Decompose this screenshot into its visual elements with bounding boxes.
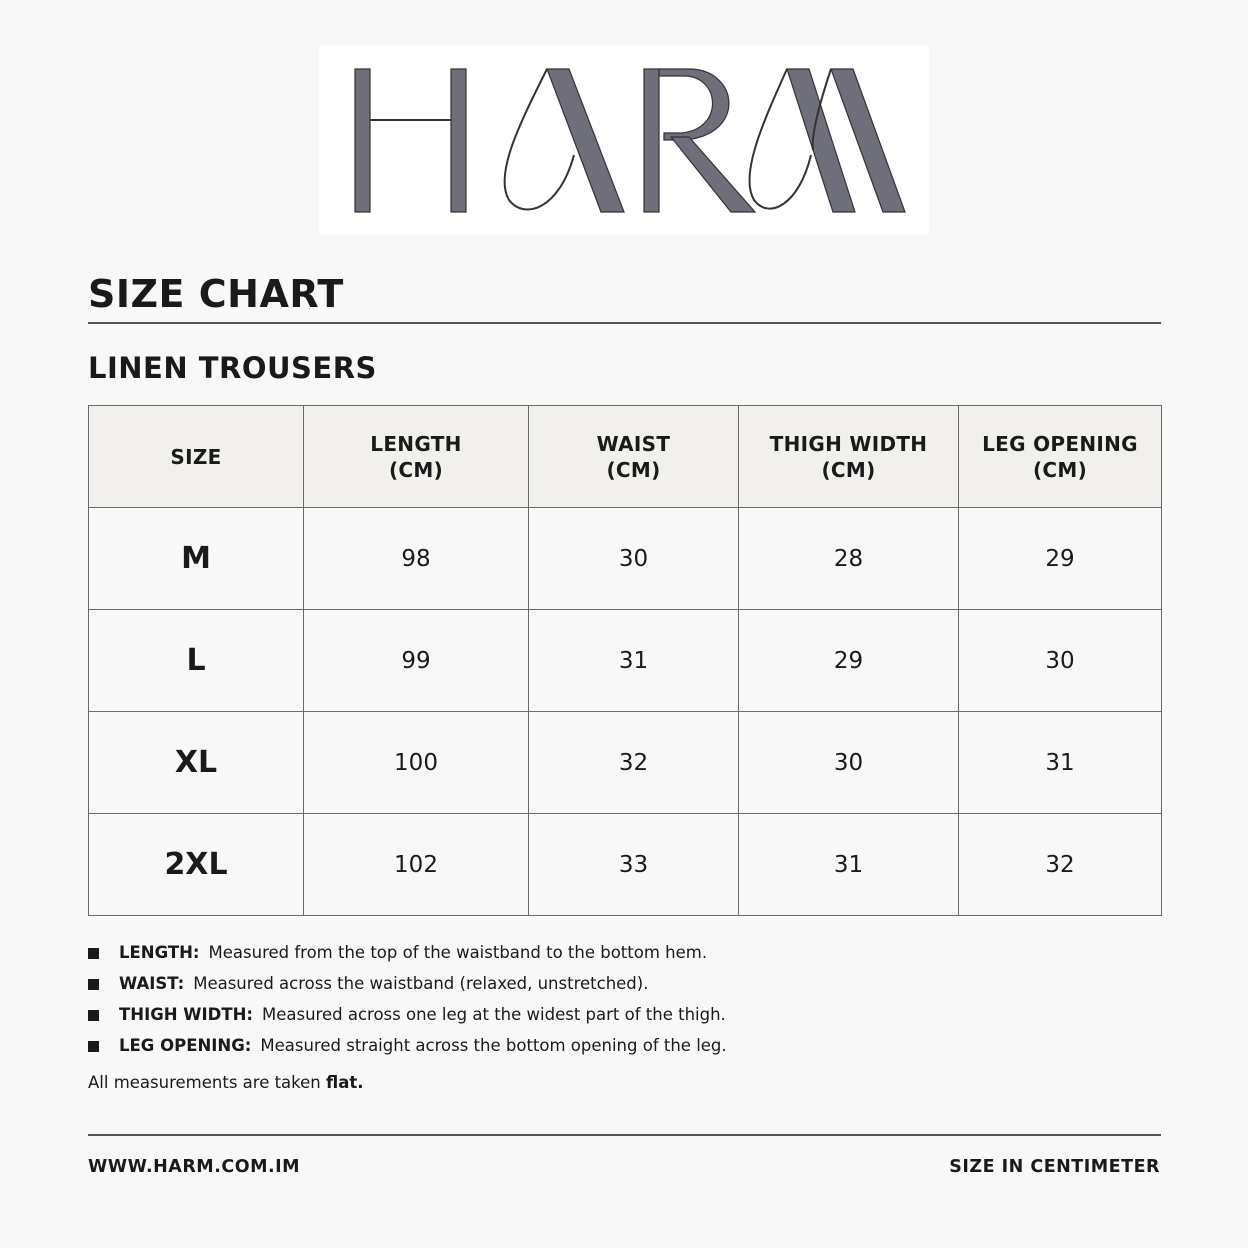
list-item [88,940,727,971]
header-unit: (CM) [821,457,876,482]
size-label: M [89,508,304,610]
table-row [89,508,1162,610]
length-value: 99 [304,610,529,712]
waist-value: 33 [529,814,739,916]
note-text: Measured across the waistband (relaxed, unstretched). [193,974,649,993]
table-row [89,712,1162,814]
table-row [89,814,1162,916]
header-line: WAIST [596,431,671,456]
size-label: L [89,610,304,712]
table-header-row [89,406,1162,508]
waist-value: 32 [529,712,739,814]
waist-value: 30 [529,508,739,610]
size-label: 2XL [89,814,304,916]
size-label: XL [89,712,304,814]
leg-opening-value: 30 [959,610,1162,712]
note-text: Measured from the top of the waistband to the bottom hem. [208,943,708,962]
leg-opening-value: 29 [959,508,1162,610]
length-value: 100 [304,712,529,814]
list-item [88,1033,727,1064]
length-value: 98 [304,508,529,610]
footer-divider [88,1134,1161,1136]
list-item [88,1002,727,1033]
website-url: WWW.HARM.COM.IM [88,1157,301,1177]
note-term: THIGH WIDTH: [119,1005,253,1024]
product-name: LINEN TROUSERS [88,351,377,385]
square-bullet-icon [88,1041,99,1052]
square-bullet-icon [88,1010,99,1021]
harm-logo-mark [319,45,929,235]
square-bullet-icon [88,948,99,959]
measurement-footnote [88,1072,364,1094]
page-title: SIZE CHART [88,272,344,316]
thigh-width-value: 29 [739,610,959,712]
header-line: LENGTH [370,431,462,456]
note-text: Measured straight across the bottom opening of the leg. [260,1036,727,1055]
column-header-leg-opening [959,406,1162,508]
column-header-waist [529,406,739,508]
title-divider [88,322,1161,324]
list-item [88,971,727,1002]
column-header-length [304,406,529,508]
column-header-size [89,406,304,508]
column-header-thigh-width [739,406,959,508]
header-unit: (CM) [388,457,444,482]
measurement-notes [88,940,727,1064]
header-line: SIZE [170,444,222,469]
note-term: WAIST: [119,974,185,993]
length-value: 102 [304,814,529,916]
footnote-text: All measurements are taken [88,1073,326,1092]
header-line: THIGH WIDTH [769,431,928,456]
leg-opening-value: 32 [959,814,1162,916]
waist-value: 31 [529,610,739,712]
header-line: LEG OPENING [982,431,1138,456]
table-row [89,610,1162,712]
square-bullet-icon [88,979,99,990]
size-chart-table [88,405,1162,916]
note-term: LEG OPENING: [119,1036,252,1055]
thigh-width-value: 30 [739,712,959,814]
footnote-emphasis: flat. [326,1073,364,1092]
unit-note: SIZE IN CENTIMETER [949,1157,1160,1177]
thigh-width-value: 28 [739,508,959,610]
brand-logo [319,45,929,235]
header-unit: (CM) [606,457,661,482]
thigh-width-value: 31 [739,814,959,916]
leg-opening-value: 31 [959,712,1162,814]
note-text: Measured across one leg at the widest part of the thigh. [262,1005,726,1024]
note-term: LENGTH: [119,943,200,962]
header-unit: (CM) [1032,457,1088,482]
